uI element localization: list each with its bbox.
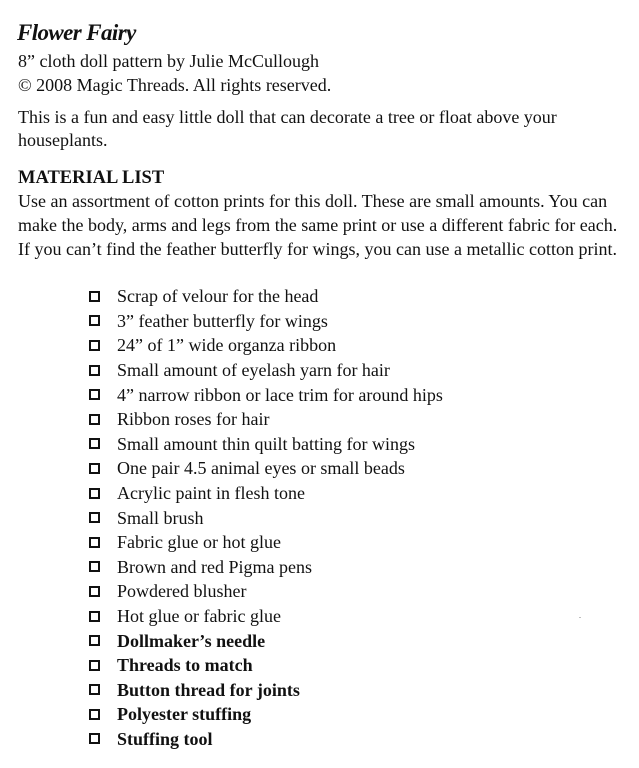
checklist-item (86, 505, 443, 530)
item-label: One pair 4.5 animal eyes or small beads (117, 458, 405, 479)
checkbox-icon[interactable] (89, 561, 100, 572)
item-label: Dollmaker’s needle (117, 630, 266, 651)
pattern-subtitle: 8” cloth doll pattern by Julie McCullough (18, 51, 319, 71)
checklist-item (86, 727, 443, 752)
checklist-item (86, 407, 443, 432)
checkbox-icon[interactable] (89, 611, 100, 622)
intro-paragraph: This is a fun and easy little doll that can decorate a tree or float above your houseplants. (18, 107, 557, 150)
checklist-item (86, 604, 443, 629)
checkbox-icon[interactable] (89, 488, 100, 499)
checklist-item (86, 555, 443, 580)
item-label: 4” narrow ribbon or lace trim for around hips (117, 384, 443, 405)
checklist-item (86, 702, 443, 727)
checkbox-icon[interactable] (89, 660, 100, 671)
item-label: 24” of 1” wide organza ribbon (117, 335, 337, 356)
checklist-item (86, 579, 443, 604)
checklist-item (86, 432, 443, 457)
checkbox-icon[interactable] (89, 414, 100, 425)
material-description: Use an assortment of cotton prints for this doll. These are small amounts. You can make the body, arms and legs from the same print or use a different fabric for each. If you can’t find the feather butterfly for wings, you can use a metallic cotton print. (18, 191, 618, 260)
checkbox-icon[interactable] (89, 635, 100, 646)
item-label: Button thread for joints (117, 679, 300, 700)
material-list-heading: MATERIAL LIST (18, 168, 165, 188)
material-checklist (86, 284, 443, 751)
item-label: Scrap of velour for the head (117, 286, 319, 307)
item-label: Hot glue or fabric glue (117, 606, 281, 627)
item-label: Ribbon roses for hair (117, 409, 270, 430)
item-label: Small brush (117, 507, 204, 528)
checkbox-icon[interactable] (89, 463, 100, 474)
checklist-item (86, 530, 443, 555)
checklist-item (86, 382, 443, 407)
item-label: Powdered blusher (117, 581, 247, 602)
copyright-notice: © 2008 Magic Threads. All rights reserved. (18, 75, 332, 95)
item-label: Acrylic paint in flesh tone (117, 483, 305, 504)
scan-speck (579, 617, 581, 618)
item-label: 3” feather butterfly for wings (117, 310, 328, 331)
item-label: Small amount thin quilt batting for wings (117, 433, 415, 454)
checklist-item (86, 653, 443, 678)
checklist-item (86, 678, 443, 703)
checkbox-icon[interactable] (89, 438, 100, 449)
checklist-item (86, 456, 443, 481)
checkbox-icon[interactable] (89, 537, 100, 548)
checkbox-icon[interactable] (89, 733, 100, 744)
checkbox-icon[interactable] (89, 315, 100, 326)
checklist-item (86, 309, 443, 334)
pattern-title: Flower Fairy (17, 20, 136, 45)
checkbox-icon[interactable] (89, 389, 100, 400)
checkbox-icon[interactable] (89, 684, 100, 695)
item-label: Stuffing tool (117, 728, 213, 749)
checkbox-icon[interactable] (89, 365, 100, 376)
checkbox-icon[interactable] (89, 709, 100, 720)
item-label: Polyester stuffing (117, 704, 252, 725)
item-label: Threads to match (117, 655, 253, 676)
checklist-item (86, 284, 443, 309)
item-label: Fabric glue or hot glue (117, 532, 281, 553)
checklist-item (86, 333, 443, 358)
checklist-item (86, 481, 443, 506)
checklist-item (86, 358, 443, 383)
checkbox-icon[interactable] (89, 586, 100, 597)
checkbox-icon[interactable] (89, 340, 100, 351)
item-label: Brown and red Pigma pens (117, 556, 312, 577)
checkbox-icon[interactable] (89, 291, 100, 302)
item-label: Small amount of eyelash yarn for hair (117, 360, 390, 381)
checkbox-icon[interactable] (89, 512, 100, 523)
checklist-item (86, 628, 443, 653)
